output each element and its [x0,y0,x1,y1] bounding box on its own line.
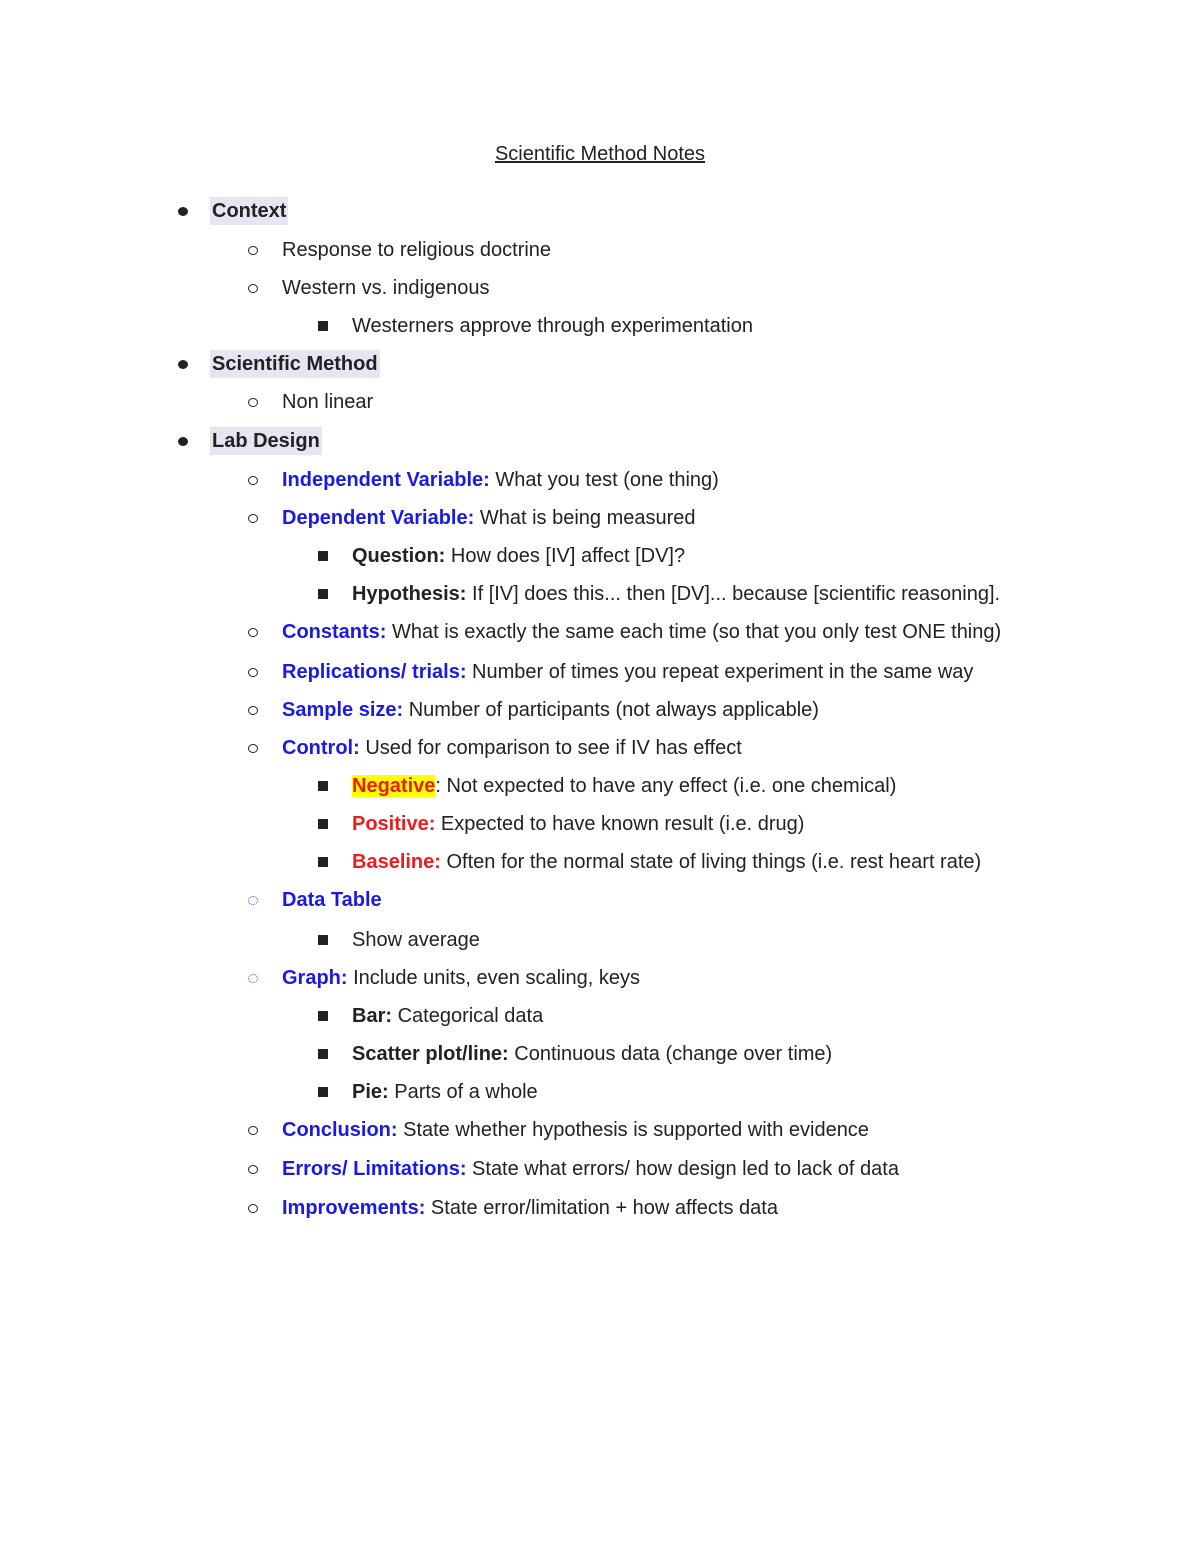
item-text: Show average [352,929,480,951]
description: State what errors/ how design led to lack of data [466,1158,899,1180]
description: Number of participants (not always applicable) [403,699,819,721]
description: Expected to have known result (i.e. drug) [435,813,805,835]
bullet-circle-icon [248,706,258,715]
term: Improvements: [282,1197,426,1219]
description: Continuous data (change over time) [508,1043,833,1065]
term: Independent Variable: [282,469,490,491]
term: Positive: [352,813,436,835]
description: Categorical data [392,1005,544,1027]
bullet-circle-icon [248,1204,258,1213]
item-text: Response to religious doctrine [282,239,552,261]
description: Number of times you repeat experiment in the same way [466,661,974,683]
description: : Not expected to have any effect (i.e. one chemical) [435,775,897,797]
bullet-circle-icon [248,1165,258,1174]
bullet-square-icon [318,857,328,867]
section-heading: Scientific Method [210,350,380,378]
description: What is being measured [474,507,696,529]
bullet-square-icon [318,1087,328,1097]
description: State whether hypothesis is supported with evidence [397,1119,869,1141]
description: Include units, even scaling, keys [347,967,640,989]
bullet-square-icon [318,321,328,331]
section-heading: Context [210,197,288,225]
bullet-square-icon [318,1049,328,1059]
term: Hypothesis: [352,583,467,605]
bullet-filled-icon [178,437,188,446]
bullet-circle-icon [248,1126,258,1135]
bullet-circle-icon [248,246,258,255]
bullet-dotted-circle-icon [248,974,258,983]
item-text: Westerners approve through experimentation [352,315,753,337]
term: Baseline: [352,851,441,873]
page-title: Scientific Method Notes [494,143,706,165]
description: How does [IV] affect [DV]? [445,545,686,567]
term: Constants: [282,621,387,643]
bullet-circle-icon [248,398,258,407]
term: Pie: [352,1081,389,1103]
term: Question: [352,545,446,567]
term: Dependent Variable: [282,507,475,529]
term: Replications/ trials: [282,661,467,683]
description: If [IV] does this... then [DV]... because [scientific reasoning]. [466,583,1001,605]
description: Parts of a whole [388,1081,538,1103]
bullet-circle-icon [248,514,258,523]
term: Scatter plot/line: [352,1043,509,1065]
bullet-circle-icon [248,628,258,637]
item-text: Western vs. indigenous [282,277,490,299]
bullet-square-icon [318,935,328,945]
bullet-circle-icon [248,744,258,753]
bullet-circle-icon [248,284,258,293]
description: State error/limitation + how affects data [425,1197,778,1219]
bullet-circle-icon [248,668,258,677]
bullet-filled-icon [178,207,188,216]
bullet-square-icon [318,781,328,791]
bullet-square-icon [318,589,328,599]
section-heading: Lab Design [210,427,322,455]
bullet-square-icon [318,819,328,829]
term: Conclusion: [282,1119,398,1141]
term: Graph: [282,967,348,989]
term: Bar: [352,1005,393,1027]
description: Used for comparison to see if IV has effect [359,737,742,759]
bullet-circle-icon [248,476,258,485]
description: Often for the normal state of living things (i.e. rest heart rate) [440,851,982,873]
description: What you test (one thing) [489,469,719,491]
term-highlighted: Negative [352,775,436,797]
term: Sample size: [282,699,404,721]
item-text: Non linear [282,391,374,413]
description: What is exactly the same each time (so that you only test ONE thing) [386,621,1002,643]
term: Data Table [282,889,382,911]
bullet-filled-icon [178,360,188,369]
term: Errors/ Limitations: [282,1158,467,1180]
bullet-square-icon [318,1011,328,1021]
bullet-dotted-circle-icon [248,896,258,905]
bullet-square-icon [318,551,328,561]
term: Control: [282,737,360,759]
